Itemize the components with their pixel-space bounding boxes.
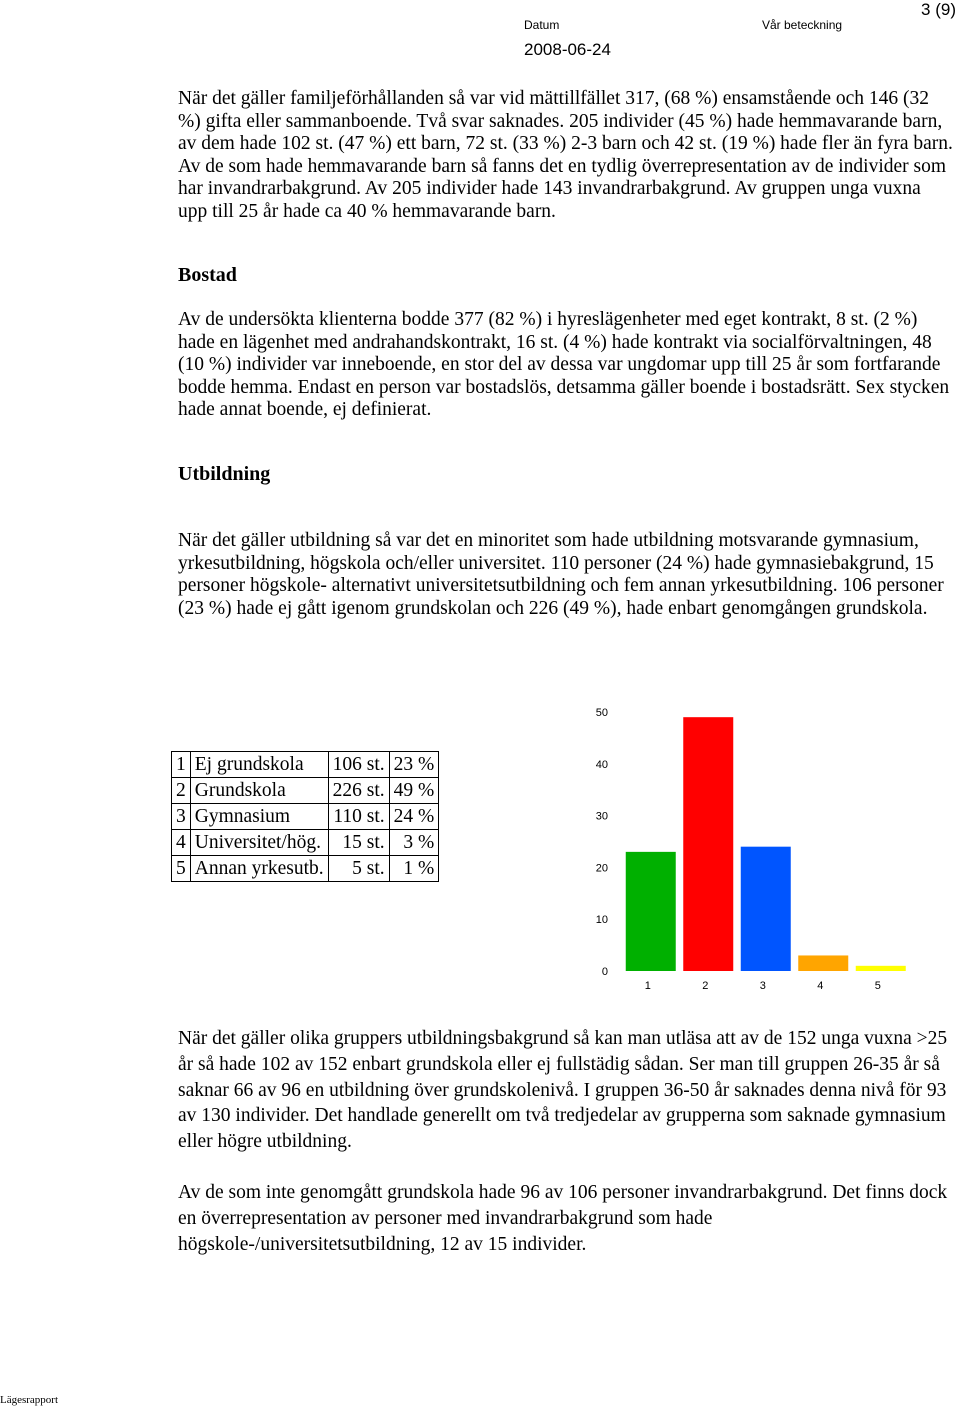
row-label: Universitet/hög.	[190, 830, 328, 856]
row-count: 5 st.	[328, 856, 389, 882]
x-tick-label: 2	[702, 980, 709, 992]
row-label: Annan yrkesutb.	[190, 856, 328, 882]
table-row	[172, 752, 439, 778]
education-paragraph: När det gäller utbildning så var det en minoritet som hade utbildning motsvarande gymnasium, yrkesutbildning, högskola och/eller universitet. 110 personer (24 %) hade gymnasiebakgrund, 15 personer högskole- alternativt universitetsutbildning och fem annan yrkesutbildning. 106 personer (23 %) hade ej gått igenom grundskolan och 226 (49 %), hade enbart genomgången grundskola.	[178, 530, 944, 619]
row-label: Ej grundskola	[190, 752, 328, 778]
row-percent: 24 %	[389, 804, 439, 830]
y-tick-label: 50	[595, 707, 608, 719]
table-row	[172, 856, 439, 882]
y-tick-label: 0	[601, 966, 608, 978]
x-tick-label: 4	[817, 980, 824, 992]
footer-label: Lägesrapport	[0, 1394, 59, 1406]
immigrant-paragraph: Av de som inte genomgått grundskola hade 96 av 106 personer invandrarbakgrund. Det finns dock en överrepresentation av personer med invandrarbakgrund som hade högskole-/universitetsutbildning, 12 av 15 individer.	[178, 1182, 948, 1255]
row-count: 15 st.	[328, 830, 389, 856]
table-row	[172, 830, 439, 856]
education-heading: Utbildning	[178, 463, 271, 485]
y-tick-label: 30	[595, 810, 608, 823]
row-percent: 3 %	[389, 830, 439, 856]
housing-paragraph: Av de undersökta klienterna bodde 377 (82 %) i hyreslägenheter med eget kontrakt, 8 st. (2 %) hade en lägenhet med andrahandskontrakt, 16 st. (4 %) hade kontrakt via socialförvaltningen, 48 (10 %) individer var inneboende, en stor del av dessa var ungdomar upp till 25 år som fortfarande bodde hemma. Endast en person var bostadslös, detsamma gäller boende i bostadsrätt. Sex stycken hade annat boende, ej definierat.	[178, 309, 950, 420]
row-number: 1	[172, 752, 191, 778]
groups-paragraph: När det gäller olika gruppers utbildningsbakgrund så kan man utläsa att av de 152 unga vuxna >25 år så hade 102 av 152 enbart grundskola eller ej fullstädig sådan. Ser man till gruppen 26-35 år så saknar 66 av 96 en utbildning över grundskolenivå. I gruppen 36-50 år saknades denna nivå för 93 av 130 individer. Det handlade generellt om två tredjedelar av grupperna som saknade gymnasium eller högre utbildning.	[178, 1028, 948, 1153]
row-number: 2	[172, 778, 191, 804]
date-label: Datum	[524, 18, 560, 32]
row-number: 4	[172, 830, 191, 856]
education-table	[171, 751, 439, 882]
row-label: Grundskola	[190, 778, 328, 804]
table-row	[172, 778, 439, 804]
x-tick-label: 3	[759, 980, 766, 992]
row-percent: 1 %	[389, 856, 439, 882]
row-percent: 23 %	[389, 752, 439, 778]
education-bar-chart	[580, 700, 910, 1000]
y-tick-label: 20	[595, 862, 608, 875]
bar-3	[741, 847, 791, 971]
row-label: Gymnasium	[190, 804, 328, 830]
table-row	[172, 804, 439, 830]
family-paragraph: När det gäller familjeförhållanden så var vid mättillfället 317, (68 %) ensamstående och 146 (32 %) gifta eller sammanboende. Två svar saknades. 205 individer (45 %) hade hemmavarande barn, av dem hade 102 st. (47 %) ett barn, 72 st. (33 %) 2-3 barn och 42 st. (19 %) hade fler än fyra barn. Av de som hade hemmavarande barn så fanns det en tydlig överrepresentation av de individer som har invandrarbakgrund. Av 205 individer hade 143 invandrarbakgrund. Av gruppen unga vuxna upp till 25 år hade ca 40 % hemmavarande barn.	[178, 88, 953, 222]
bar-2	[683, 717, 733, 971]
x-tick-label: 1	[644, 980, 651, 992]
row-number: 3	[172, 804, 191, 830]
row-count: 226 st.	[328, 778, 389, 804]
row-count: 110 st.	[328, 804, 389, 830]
bar-5	[856, 966, 906, 971]
housing-heading: Bostad	[178, 264, 237, 286]
row-count: 106 st.	[328, 752, 389, 778]
row-number: 5	[172, 856, 191, 882]
bar-4	[798, 955, 848, 971]
row-percent: 49 %	[389, 778, 439, 804]
document-date: 2008-06-24	[524, 40, 611, 59]
y-tick-label: 40	[595, 758, 608, 771]
reference-label: Vår beteckning	[762, 18, 843, 32]
x-tick-label: 5	[874, 980, 881, 992]
page-number: 3 (9)	[921, 0, 956, 19]
y-tick-label: 10	[595, 914, 608, 927]
bar-1	[626, 852, 676, 971]
